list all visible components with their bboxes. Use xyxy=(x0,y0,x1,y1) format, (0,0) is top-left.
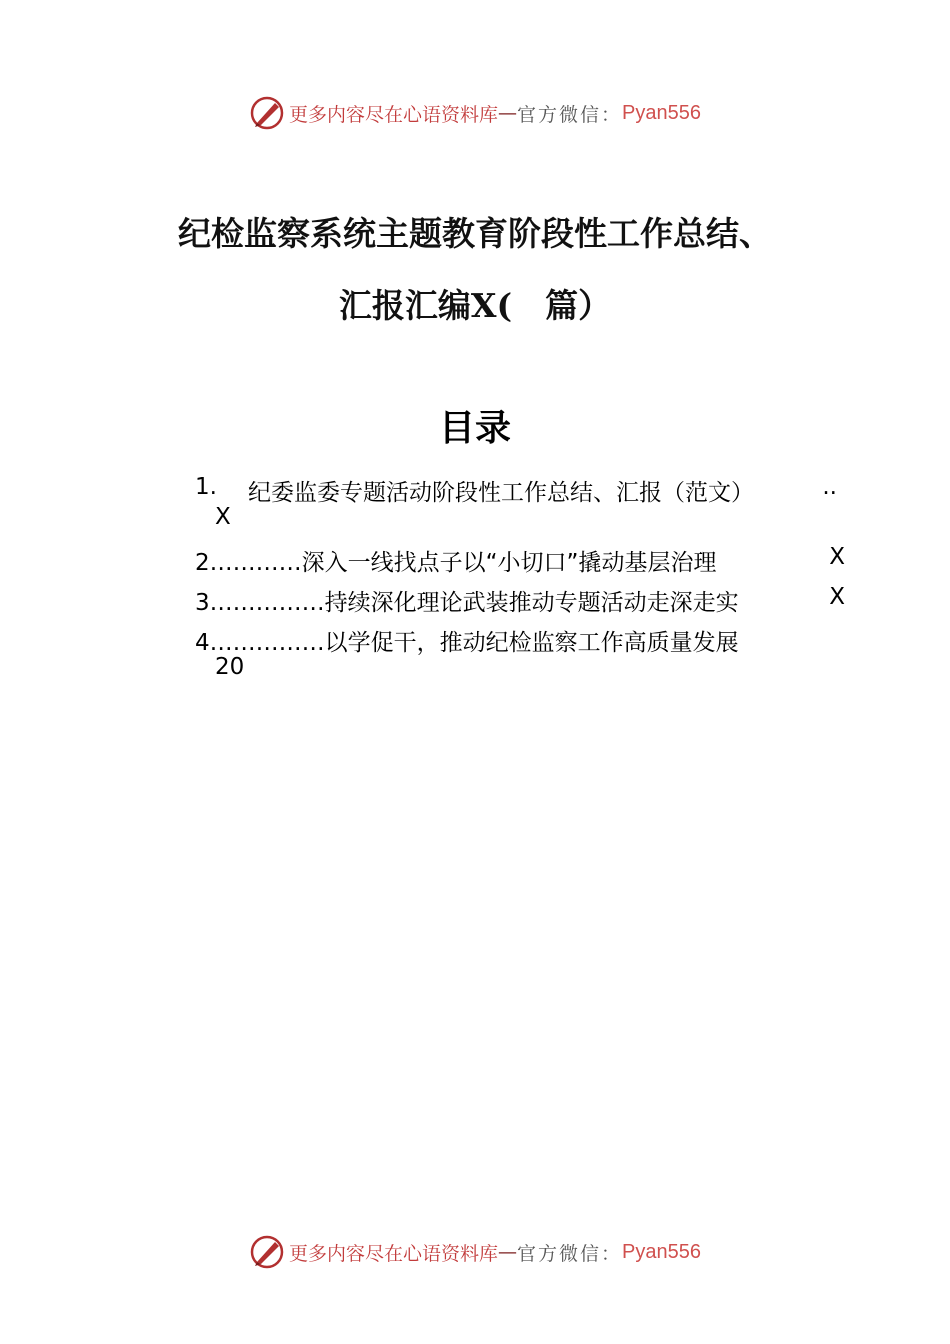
toc-entry-title: 纪委监委专题活动阶段性工作总结、汇报（范文） xyxy=(248,480,754,506)
banner-wechat-label: 官方微信： xyxy=(517,103,623,126)
banner-wechat-id: Pyan556 xyxy=(622,101,701,124)
toc-entry-number-value: 2 xyxy=(195,550,210,576)
toc-entry-number-value: 4 xyxy=(195,630,210,656)
banner-separator: — xyxy=(498,1241,518,1263)
toc-entry-number: 1. xyxy=(195,474,217,500)
toc-entry-1[interactable] xyxy=(195,474,845,508)
toc-entry-number-value: 3 xyxy=(195,590,210,616)
header-banner xyxy=(0,93,950,133)
toc-entry-number xyxy=(195,584,739,617)
toc-entry-page: 20 xyxy=(215,654,245,680)
toc-entry-title: 深入一线找点子以“小切口”撬动基层治理 xyxy=(301,550,717,576)
toc-entry-2[interactable] xyxy=(195,544,845,578)
banner-site-name: 更多内容尽在心语资料库 xyxy=(289,1242,499,1265)
toc-heading: 目录 xyxy=(438,407,511,449)
document-title-line2: 汇报汇编X( 篇） xyxy=(338,286,612,325)
toc-entry-number xyxy=(195,624,739,657)
banner-separator: — xyxy=(498,102,518,124)
banner-wechat-label: 官方微信： xyxy=(517,1242,623,1265)
banner-wechat-id: Pyan556 xyxy=(622,1240,701,1263)
banner-site-name: 更多内容尽在心语资料库 xyxy=(289,103,499,126)
pen-logo-icon xyxy=(249,95,285,131)
toc-entry-1-page xyxy=(195,504,845,538)
toc-entry-4[interactable] xyxy=(195,624,845,658)
document-title-line1: 纪检监察系统主题教育阶段性工作总结、 xyxy=(178,214,772,253)
toc-entry-page: X xyxy=(829,584,845,610)
toc-entry-leader: …………… xyxy=(209,590,325,616)
footer-banner xyxy=(0,1232,950,1272)
toc-entry-4-page xyxy=(195,654,845,688)
toc-entry-title: 持续深化理论武装推动专题活动走深走实 xyxy=(324,590,739,616)
toc-entry-page: X xyxy=(215,504,231,530)
toc-entry-leader: ………… xyxy=(209,550,302,576)
toc-entry-number xyxy=(195,544,716,577)
toc-entry-title: 以学促干，推动纪检监察工作高质量发展 xyxy=(324,630,739,656)
toc-entry-leader: …………… xyxy=(209,630,325,656)
toc-entry-page: X xyxy=(829,544,845,570)
toc-entry-leader: .. xyxy=(822,474,837,500)
toc-entry-3[interactable] xyxy=(195,584,845,618)
pen-logo-icon xyxy=(249,1234,285,1270)
